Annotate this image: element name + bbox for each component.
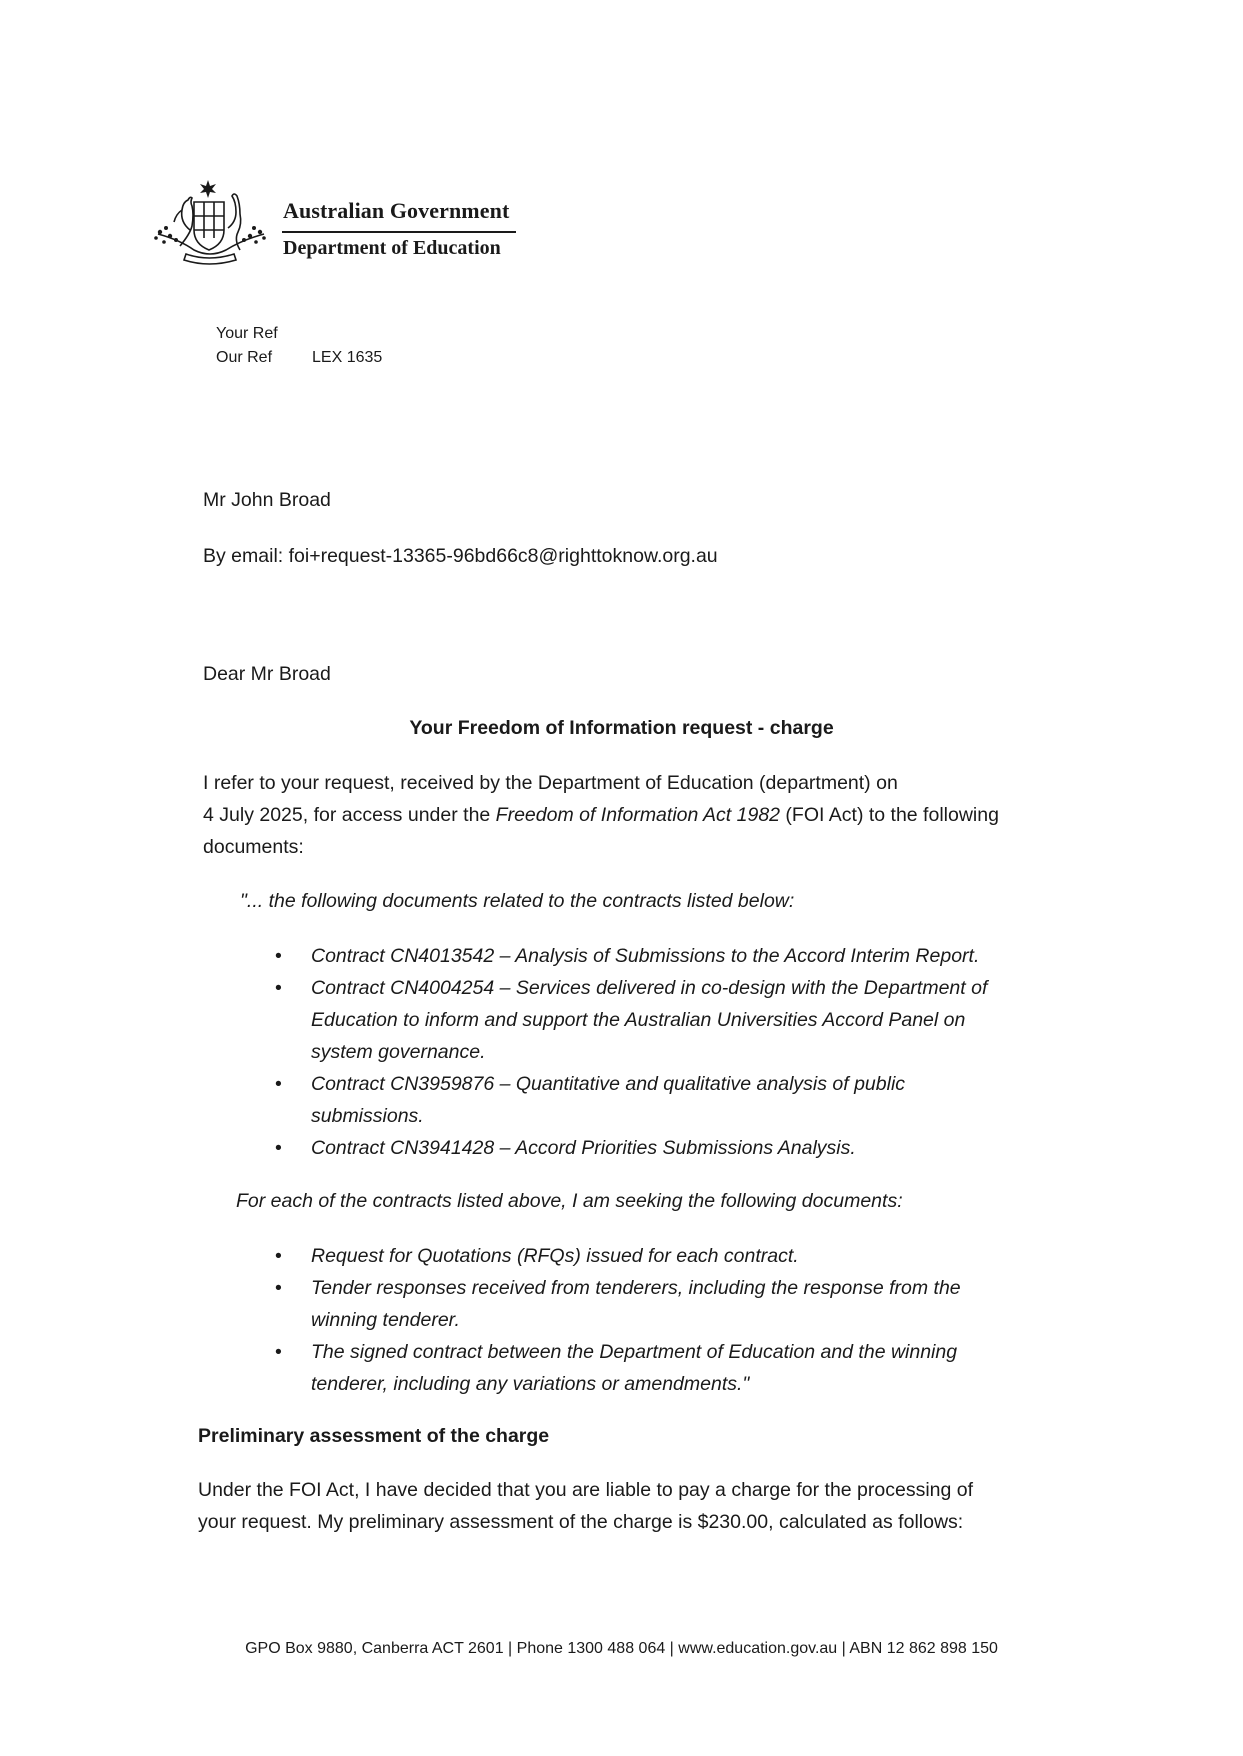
charge-paragraph: [198, 1474, 973, 1538]
bullet-icon: •: [275, 945, 282, 967]
document-item: [275, 1336, 1071, 1400]
bullet-icon: •: [275, 1341, 282, 1363]
list-item-line: Contract CN3941428 – Accord Priorities Submissions Analysis.: [311, 1137, 856, 1159]
intro-line: I refer to your request, received by the Department of Education (department) on: [203, 772, 898, 794]
our-ref-row: [216, 346, 382, 370]
bullet-icon: •: [275, 1137, 282, 1159]
your-ref-row: [216, 322, 382, 346]
salutation: Dear Mr Broad: [203, 663, 331, 685]
act-title: Freedom of Information Act 1982: [495, 804, 781, 826]
list-item-line: Tender responses received from tenderers, including the response from the: [311, 1277, 961, 1299]
our-ref-label: Our Ref: [216, 349, 273, 366]
your-ref-label: Your Ref: [216, 325, 278, 342]
reference-block: [216, 322, 382, 370]
document-item: [275, 1272, 1071, 1336]
contract-item: [275, 1068, 1071, 1132]
list-item-line: Contract CN4004254 – Services delivered in co-design with the Department of: [311, 977, 988, 999]
intro-paragraph: [203, 767, 999, 863]
government-name: Australian Government: [283, 198, 510, 223]
list-item-line: winning tenderer.: [311, 1309, 460, 1331]
list-item-line: submissions.: [311, 1105, 424, 1127]
intro-line2-pre: 4 July 2025, for access under the: [203, 804, 496, 826]
documents-list: [275, 1240, 1071, 1400]
intro-line: documents:: [203, 836, 304, 858]
bullet-icon: •: [275, 1277, 282, 1299]
charge-line: Under the FOI Act, I have decided that you are liable to pay a charge for the processing of: [198, 1479, 974, 1501]
bullet-icon: •: [275, 977, 282, 999]
list-item-line: tenderer, including any variations or amendments.": [311, 1373, 750, 1395]
intro-line: [203, 799, 999, 831]
contract-item: [275, 940, 1071, 972]
letter-subject: Your Freedom of Information request - charge: [409, 717, 834, 739]
list-item-line: The signed contract between the Department of Education and the winning: [311, 1341, 958, 1363]
bullet-icon: •: [275, 1245, 282, 1267]
contracts-list: [275, 940, 1071, 1164]
list-item-line: Education to inform and support the Australian Universities Accord Panel on: [311, 1009, 966, 1031]
contract-item: [275, 1132, 1071, 1164]
addressee-name: Mr John Broad: [203, 489, 331, 511]
section-heading: Preliminary assessment of the charge: [198, 1425, 550, 1447]
list-item-line: system governance.: [311, 1041, 486, 1063]
letterhead-divider: [282, 231, 516, 233]
charge-line: your request. My preliminary assessment of the charge is $230.00, calculated as follows:: [198, 1511, 964, 1533]
document-item: [275, 1240, 1071, 1272]
addressee-email: By email: foi+request-13365-96bd66c8@righttoknow.org.au: [203, 545, 718, 567]
letter-footer: GPO Box 9880, Canberra ACT 2601 | Phone 1300 488 064 | www.education.gov.au | ABN 12 862 898 150: [245, 1640, 998, 1657]
documents-sought-intro: For each of the contracts listed above, I am seeking the following documents:: [236, 1190, 903, 1212]
department-name: Department of Education: [283, 237, 501, 259]
our-ref-value: LEX 1635: [312, 349, 383, 366]
request-quote-intro: "... the following documents related to the contracts listed below:: [240, 890, 795, 912]
contract-item: [275, 972, 1071, 1068]
intro-line2-post: (FOI Act) to the following: [780, 804, 999, 826]
list-item-line: Request for Quotations (RFQs) issued for each contract.: [311, 1245, 799, 1267]
bullet-icon: •: [275, 1073, 282, 1095]
list-item-line: Contract CN4013542 – Analysis of Submissions to the Accord Interim Report.: [311, 945, 980, 967]
coat-of-arms-icon: [150, 178, 270, 266]
list-item-line: Contract CN3959876 – Quantitative and qualitative analysis of public: [311, 1073, 906, 1095]
